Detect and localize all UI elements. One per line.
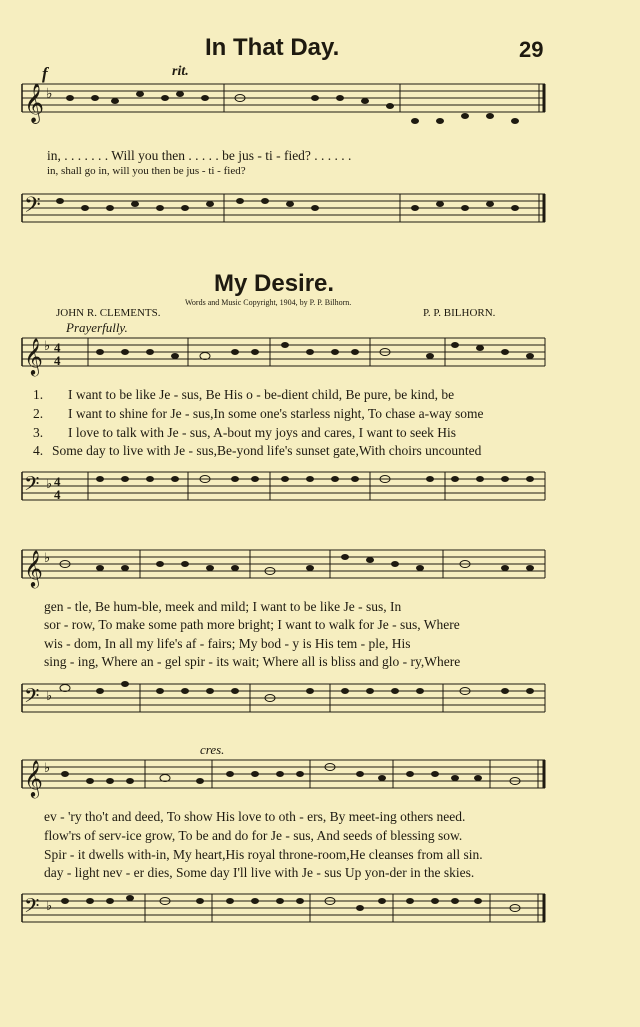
lyric-line: I want to be like Je - sus, Be His o - be-dient child, Be pure, be kind, be	[68, 387, 455, 402]
svg-text:♭: ♭	[46, 898, 53, 913]
svg-text:𝄞: 𝄞	[24, 550, 43, 586]
rit-mark: rit.	[172, 64, 189, 79]
hymn1-treble-staff	[0, 76, 640, 136]
hymn1-lyrics-bottom: in, shall go in, will you then be jus - ti - fied?	[47, 165, 246, 177]
lyric-line: sor - row, To make some path more bright; I want to walk for Je - sus, Where	[44, 617, 460, 632]
svg-text:𝄢: 𝄢	[24, 686, 40, 712]
svg-text:4: 4	[54, 353, 61, 368]
lyric-line: Some day to live with Je - sus,Be-yond life's sunset gate,With choirs uncounted	[52, 443, 482, 458]
svg-text:𝄞: 𝄞	[24, 338, 43, 374]
bass-clef-icon: 𝄢	[24, 193, 41, 222]
svg-text:4: 4	[54, 474, 61, 489]
verse-number-2: 2.	[33, 406, 44, 421]
svg-text:♭: ♭	[44, 760, 51, 775]
lyric-line: flow'rs of serv-ice grow, To be and do for Je - sus, And seeds of blessing sow.	[44, 828, 463, 843]
verse-number-1: 1.	[33, 387, 44, 402]
svg-text:𝄞: 𝄞	[24, 760, 43, 796]
system3-bass-staff	[0, 888, 640, 938]
verse-number-4: 4.	[33, 443, 44, 458]
svg-text:4: 4	[54, 340, 61, 355]
svg-text:𝄢: 𝄢	[24, 896, 40, 922]
dynamic-mark: f	[42, 64, 48, 83]
svg-text:♭: ♭	[46, 87, 53, 102]
verse-number-3: 3.	[33, 425, 44, 440]
lyric-line: I want to shine for Je - sus,In some one's starless night, To chase a-way some	[68, 406, 484, 421]
svg-text:𝄢: 𝄢	[24, 474, 40, 500]
system2-treble-staff	[0, 544, 640, 594]
lyric-line: ev - 'ry tho't and deed, To show His love to oth - ers, By meet-ing others need.	[44, 809, 466, 824]
lyric-line: Spir - it dwells with-in, My heart,His royal throne-room,He cleanses from all sin.	[44, 847, 483, 862]
svg-text:♭: ♭	[46, 688, 53, 703]
hymn1-title: In That Day.	[205, 34, 340, 61]
hymn1-bass-staff	[0, 186, 640, 246]
system2-bass-staff	[0, 678, 640, 728]
lyric-line: I love to talk with Je - sus, A-bout my joys and cares, I want to seek His	[68, 425, 457, 440]
hymn2-title: My Desire.	[214, 270, 335, 297]
lyric-line: day - light nev - er dies, Some day I'll live with Je - sus Up yon-der in the skies.	[44, 865, 475, 880]
svg-text:♭: ♭	[46, 476, 53, 491]
lyric-line: sing - ing, Where an - gel spir - its wait; Where all is bliss and glo - ry,Where	[44, 654, 461, 669]
system1-treble-staff	[0, 332, 640, 382]
cres-mark: cres.	[200, 742, 225, 757]
svg-text:♭: ♭	[44, 550, 51, 565]
treble-clef-icon: 𝄞	[24, 85, 45, 122]
hymn1-lyrics-top: in, . . . . . . . Will you then . . . . . be jus - ti - fied? . . . . . .	[47, 148, 352, 163]
tempo-mark: Prayerfully.	[66, 320, 128, 335]
system3-treble-staff	[0, 754, 640, 804]
lyric-line: wis - dom, In all my life's af - fairs; My bod - y is His tem - ple, His	[44, 636, 411, 651]
page-number: 29	[519, 37, 544, 62]
copyright-notice: Words and Music Copyright, 1904, by P. P. Bilhorn.	[185, 298, 352, 307]
lyric-line: gen - tle, Be hum-ble, meek and mild; I want to be like Je - sus, In	[44, 599, 402, 614]
composer-name: P. P. BILHORN.	[423, 307, 496, 319]
system1-bass-staff	[0, 466, 640, 516]
svg-text:♭: ♭	[44, 338, 51, 353]
svg-text:4: 4	[54, 487, 61, 502]
author-name: JOHN R. CLEMENTS.	[56, 307, 161, 319]
